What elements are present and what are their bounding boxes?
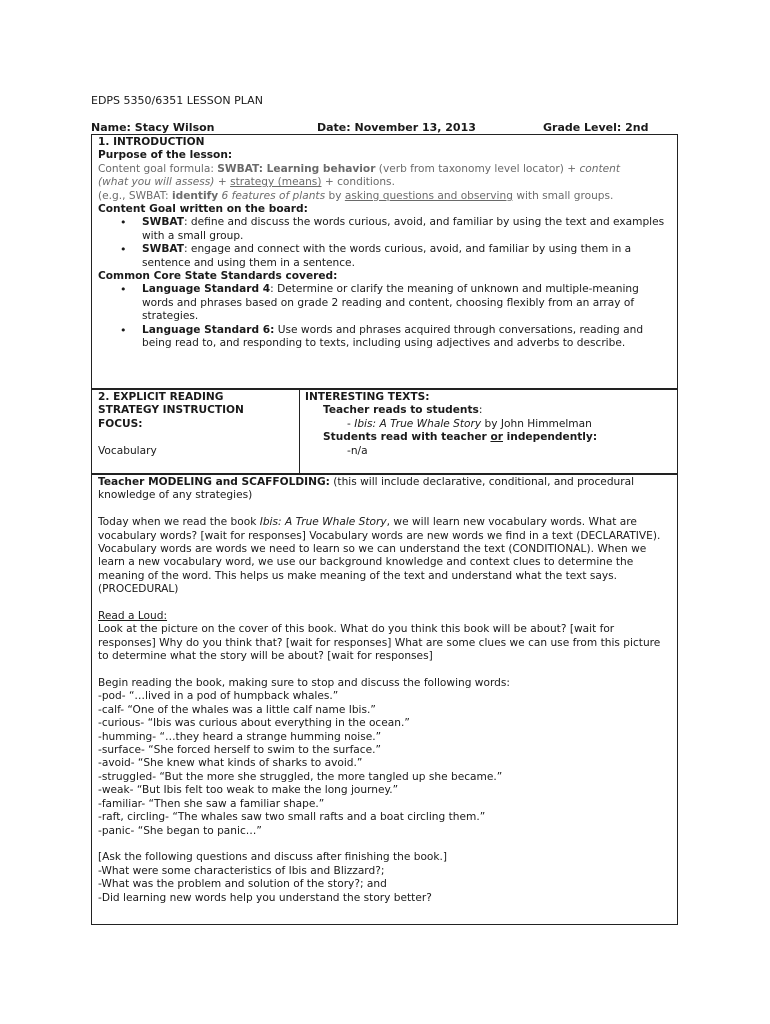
- focus-value: Vocabulary: [98, 444, 157, 457]
- formula-example: (e.g., SWBAT: identify 6 features of plants by asking questions and observing with small groups.: [98, 189, 614, 202]
- modeling-section: [91, 474, 678, 925]
- vocab-line: -curious- “Ibis was curious about everything in the ocean.”: [98, 717, 410, 730]
- vocab-line: -familiar- “Then she saw a familiar shape.”: [98, 797, 325, 810]
- question-line: -What was the problem and solution of the story?; and: [98, 878, 387, 891]
- question-line: -What were some characteristics of Ibis and Blizzard?;: [98, 864, 385, 877]
- question-line: [Ask the following questions and discuss after finishing the book.]: [98, 851, 448, 864]
- strategy-heading: 2. EXPLICIT READING: [98, 391, 224, 403]
- strategy-focus-cell: [98, 391, 293, 458]
- standards-list: [98, 283, 671, 350]
- document-title: EDPS 5350/6351 LESSON PLAN: [91, 94, 263, 107]
- introduction-heading: 1. INTRODUCTION: [98, 136, 205, 148]
- modeling-heading: Teacher MODELING and SCAFFOLDING: (this will include declarative, conditional, and procedural knowledge of any strategies): [98, 476, 635, 502]
- strategy-section: [91, 389, 678, 474]
- modeling-paragraph: Today when we read the book Ibis: A True Whale Story, we will learn new vocabulary words. What are vocabulary words? [wait for responses] Vocabulary words are new words we find in a text (DECLARATIVE). Vocabulary words are words we need to learn so we can understand the text (CONDITIONAL). When we learn a new vocabulary word, we use our background knowledge and context clues to determine the meaning of the word. This helps us make meaning of the text and understand what the text says. (PROCEDURAL): [98, 516, 661, 596]
- list-item: • SWBAT: define and discuss the words curious, avoid, and familiar by using the text and examples with a small group.: [142, 216, 671, 243]
- list-item: • SWBAT: engage and connect with the words curious, avoid, and familiar by using them in a sentence and using them in a sentence.: [142, 243, 671, 270]
- read-aloud-heading: Read a Loud:: [98, 610, 168, 623]
- vocab-line: -weak- “But Ibis felt too weak to make the long journey.”: [98, 784, 399, 797]
- book-entry: - Ibis: A True Whale Story by John Himmelman: [347, 417, 592, 430]
- vocab-line: -surface- “She forced herself to swim to the surface.”: [98, 744, 381, 757]
- introduction-section: [91, 134, 678, 389]
- vocab-line: -struggled- “But the more she struggled, the more tangled up she became.”: [98, 770, 503, 783]
- focus-label: FOCUS:: [98, 417, 143, 430]
- teacher-reads-label: Teacher reads to students:: [323, 404, 483, 417]
- vocab-line: -raft, circling- “The whales saw two small rafts and a boat circling them.”: [98, 811, 486, 824]
- content-goal-list: [98, 216, 671, 270]
- texts-heading: INTERESTING TEXTS:: [305, 391, 430, 403]
- vocab-line: -calf- “One of the whales was a little calf name Ibis.”: [98, 703, 376, 716]
- grade-level: Grade Level: 2nd: [543, 121, 649, 134]
- read-aloud-text: Look at the picture on the cover of this book. What do you think this book will be about? [wait for responses] Why do you think that? [wait for responses] What are some clues we can use from this picture to determine what the story will be about? [wait for responses]: [98, 623, 661, 663]
- column-divider: [299, 390, 300, 473]
- list-item: • Language Standard 4: Determine or clarify the meaning of unknown and multiple-meaning words and phrases based on grade 2 reading and content, choosing flexibly from an array of strategies.: [142, 283, 671, 323]
- lesson-date: Date: November 13, 2013: [317, 121, 476, 134]
- content-goal-heading: Content Goal written on the board:: [98, 203, 308, 216]
- vocab-line: -avoid- “She knew what kinds of sharks to avoid.”: [98, 757, 363, 770]
- words-intro: Begin reading the book, making sure to stop and discuss the following words:: [98, 677, 510, 690]
- content-goal-formula: Content goal formula: SWBAT: Learning behavior (verb from taxonomy level locator) + content (what you will assess) + strategy (means) + conditions.: [98, 162, 621, 189]
- list-item: • Language Standard 6: Use words and phrases acquired through conversations, reading and being read to, and responding to texts, including using adjectives and adverbs to describe.: [142, 324, 671, 351]
- ccss-heading: Common Core State Standards covered:: [98, 270, 338, 283]
- students-read-label: Students read with teacher or independently:: [323, 431, 598, 444]
- vocab-line: -humming- “…they heard a strange humming noise.”: [98, 730, 382, 743]
- question-line: -Did learning new words help you understand the story better?: [98, 891, 432, 904]
- header-row: [91, 121, 657, 135]
- vocab-line: -pod- “…lived in a pod of humpback whales.”: [98, 690, 339, 703]
- texts-cell: [305, 391, 665, 458]
- student-name: Name: Stacy Wilson: [91, 121, 215, 134]
- vocab-line: -panic- “She began to panic…”: [98, 824, 262, 837]
- purpose-heading: Purpose of the lesson:: [98, 149, 233, 162]
- students-read-value: -n/a: [347, 444, 368, 457]
- strategy-heading: STRATEGY INSTRUCTION: [98, 404, 244, 417]
